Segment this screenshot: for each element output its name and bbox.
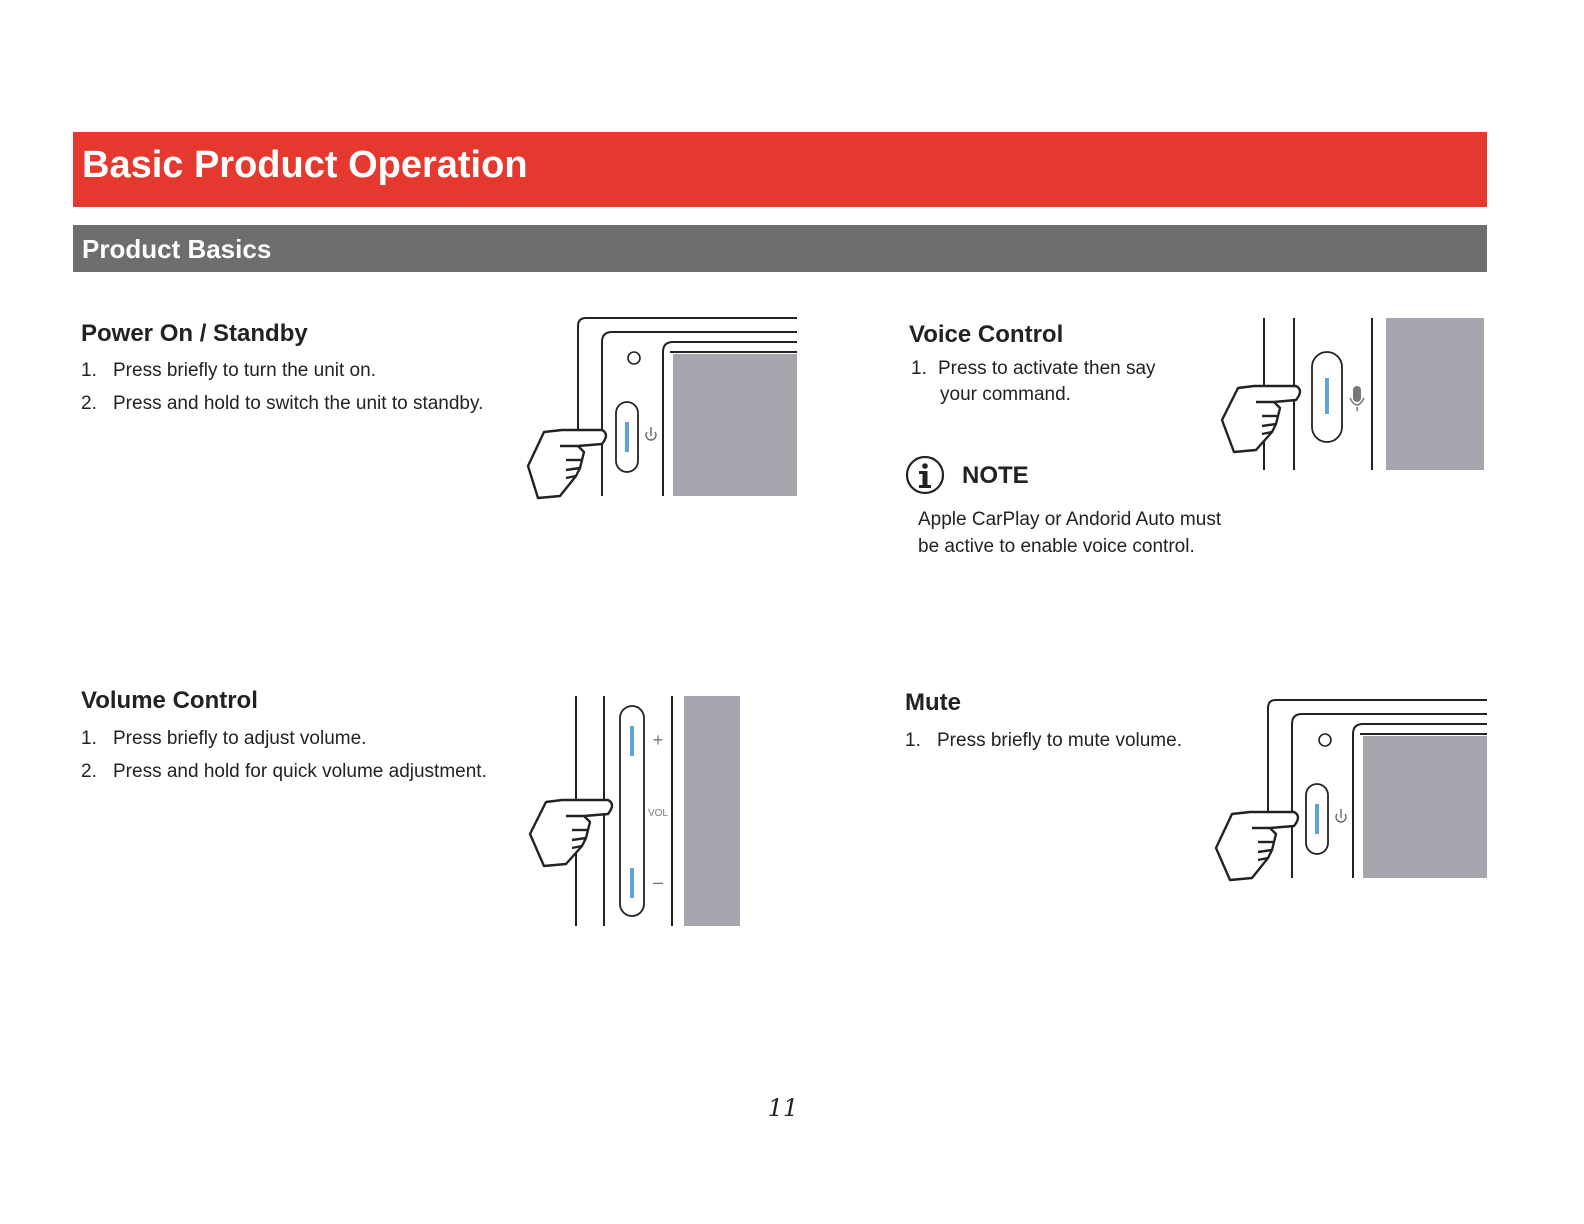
note-label: NOTE [962, 462, 1029, 489]
volume-step-1: 1. Press briefly to adjust volume. [81, 728, 367, 749]
power-step-1: 1. Press briefly to turn the unit on. [81, 360, 376, 381]
note-text-line-2: be active to enable voice control. [918, 536, 1195, 557]
info-icon [905, 455, 945, 495]
subsection-title: Product Basics [82, 234, 272, 264]
pointing-hand-icon [1216, 812, 1298, 880]
pointing-hand-icon [528, 430, 606, 498]
note-text-line-1: Apple CarPlay or Andorid Auto must [918, 509, 1222, 530]
pointing-hand-icon [1222, 386, 1300, 452]
power-icon [646, 427, 656, 440]
volume-illustration [524, 694, 744, 928]
volume-vol-label: VOL [647, 808, 669, 819]
voice-title: Voice Control [909, 321, 1064, 348]
subsection-bar [73, 225, 1487, 272]
power-step-2: 2. Press and hold to switch the unit to standby. [81, 393, 484, 414]
voice-illustration [1216, 316, 1486, 476]
power-title: Power On / Standby [81, 320, 308, 347]
mute-step-1: 1. Press briefly to mute volume. [905, 730, 1182, 751]
power-illustration [520, 312, 800, 508]
voice-step-1-cont: your command. [940, 384, 1071, 405]
volume-up-label: + [652, 730, 664, 750]
power-icon [1336, 809, 1346, 822]
volume-down-label: – [652, 872, 664, 892]
section-banner [73, 132, 1487, 207]
mute-title: Mute [905, 689, 961, 716]
page-title: Basic Product Operation [82, 144, 528, 186]
volume-step-2: 2. Press and hold for quick volume adjustment. [81, 761, 487, 782]
volume-title: Volume Control [81, 687, 258, 714]
mute-illustration [1210, 694, 1490, 888]
voice-step-1: 1. Press to activate then say [911, 358, 1156, 379]
microphone-icon [1350, 386, 1364, 411]
page-number: 11 [767, 1094, 799, 1122]
pointing-hand-icon [530, 800, 612, 866]
